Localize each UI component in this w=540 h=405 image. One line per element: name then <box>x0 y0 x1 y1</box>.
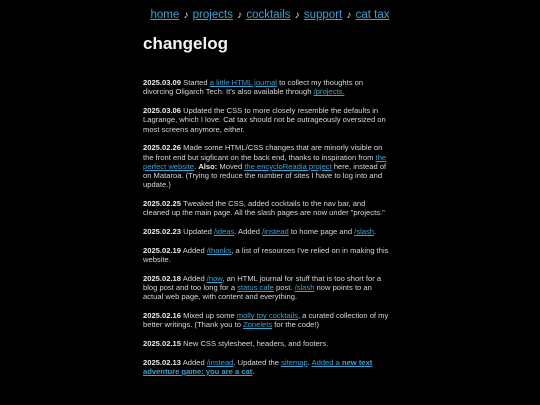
entry-date: 2025.02.19 <box>143 245 182 255</box>
entry-text: Added <box>182 245 207 255</box>
entry-link[interactable]: /instead <box>206 357 234 367</box>
entry-text: Updated <box>183 227 214 237</box>
entry-link[interactable]: /slash <box>354 227 375 237</box>
changelog-entry <box>143 227 393 236</box>
entry-text: to home page and <box>288 227 355 237</box>
music-note-icon: ♪ <box>346 10 352 21</box>
nav-link-cat-tax[interactable]: cat tax <box>355 9 390 21</box>
changelog-entry <box>143 311 393 330</box>
entry-text: New CSS stylesheet, headers, and footers. <box>183 339 329 349</box>
entry-link[interactable]: sitemap <box>281 357 308 367</box>
entry-emphasis: Also: <box>198 161 218 171</box>
entry-link[interactable]: /thanks <box>206 245 232 255</box>
entry-text: Added <box>182 357 207 367</box>
entry-text: , a curated collection of my better writings. (Thank you to <box>143 311 389 330</box>
entry-text: . <box>194 161 199 171</box>
changelog-entry <box>143 274 393 302</box>
entry-text: Tweaked the CSS, added cocktails to the nav bar, and cleaned up the main page. All the slash pages are now under "projects." <box>143 199 385 218</box>
entry-date: 2025.02.15 <box>143 339 182 349</box>
entry-link[interactable]: /now <box>206 273 223 283</box>
page-title: changelog <box>143 34 229 53</box>
top-nav <box>0 0 540 24</box>
entry-text: , an HTML journal for stuff that is too short for a blog post and too long for a <box>143 273 382 293</box>
entry-date: 2025.02.25 <box>143 199 182 209</box>
entry-text: . <box>307 357 312 367</box>
entry-link[interactable]: /instead <box>262 227 289 237</box>
entry-link[interactable]: molly toy cocktails <box>236 311 298 321</box>
entry-text: . Updated the <box>233 357 282 367</box>
entry-link-text: new text adventure game: you are a cat <box>143 357 373 377</box>
nav-link-cocktails[interactable]: cocktails <box>246 9 291 21</box>
changelog-list <box>143 78 393 386</box>
nav-link-home[interactable]: home <box>150 9 180 21</box>
music-note-icon: ♪ <box>237 10 243 21</box>
entry-link[interactable]: a little HTML journal <box>209 78 277 87</box>
entry-date: 2025.02.26 <box>143 143 182 153</box>
changelog-entry <box>143 199 393 218</box>
entry-date: 2025.02.16 <box>143 311 182 321</box>
changelog-entry <box>143 358 393 377</box>
entry-link[interactable]: the encycloReadia project <box>244 161 332 171</box>
entry-date: 2025.03.06 <box>143 105 182 115</box>
changelog-entry <box>143 143 393 189</box>
entry-text: for the code!) <box>272 320 320 330</box>
entry-text: . Added <box>234 227 263 237</box>
music-note-icon: ♪ <box>183 10 189 21</box>
changelog-entry <box>143 339 393 348</box>
entry-date: 2025.03.09 <box>143 78 182 87</box>
entry-link[interactable]: Added a <box>311 357 342 367</box>
entry-link[interactable]: /slash <box>294 283 315 293</box>
entry-text: Updated the CSS to more closely resemble the defaults in Lagrange, which I love. Cat tax should not be outrageously oversized on most screens anymore, either. <box>143 105 386 134</box>
nav-link-projects[interactable]: projects <box>192 9 233 21</box>
entry-link[interactable]: Zonelets <box>243 320 273 330</box>
changelog-entry <box>143 246 393 265</box>
changelog-entry <box>143 106 393 134</box>
entry-text: now points to an actual web page, with content and everything. <box>143 283 372 302</box>
entry-text: Mixed up some <box>183 311 237 321</box>
nav-link-support[interactable]: support <box>303 9 343 21</box>
entry-text: here, instead of on Mataroa. (Trying to reduce the number of sites I have to log into and update.) <box>143 161 387 190</box>
entry-text: post. <box>273 283 295 293</box>
entry-text: Started <box>183 78 210 87</box>
entry-link[interactable]: status.cafe <box>237 283 274 293</box>
entry-date: 2025.02.18 <box>143 273 182 283</box>
entry-text: Made some HTML/CSS changes that are minorly visible on the front end but sigficant on the back end, thanks to inspiration from <box>143 143 383 162</box>
entry-text: Added <box>182 273 207 283</box>
entry-date: 2025.02.23 <box>143 227 182 237</box>
entry-date: 2025.02.13 <box>143 357 182 367</box>
entry-link[interactable]: /projects. <box>313 87 345 97</box>
changelog-entry <box>143 78 393 97</box>
entry-text: . <box>252 367 255 377</box>
entry-text: . <box>374 227 377 237</box>
entry-text: , a list of resources I've relied on in making this website. <box>143 245 389 265</box>
entry-link[interactable]: the perfect website <box>143 152 387 171</box>
entry-text: to collect my thoughts on divorcing Oligarch Tech. It's also available through <box>143 78 364 97</box>
entry-link[interactable]: /ideas <box>213 227 235 237</box>
music-note-icon: ♪ <box>294 10 300 21</box>
entry-text: Moved <box>217 161 245 171</box>
